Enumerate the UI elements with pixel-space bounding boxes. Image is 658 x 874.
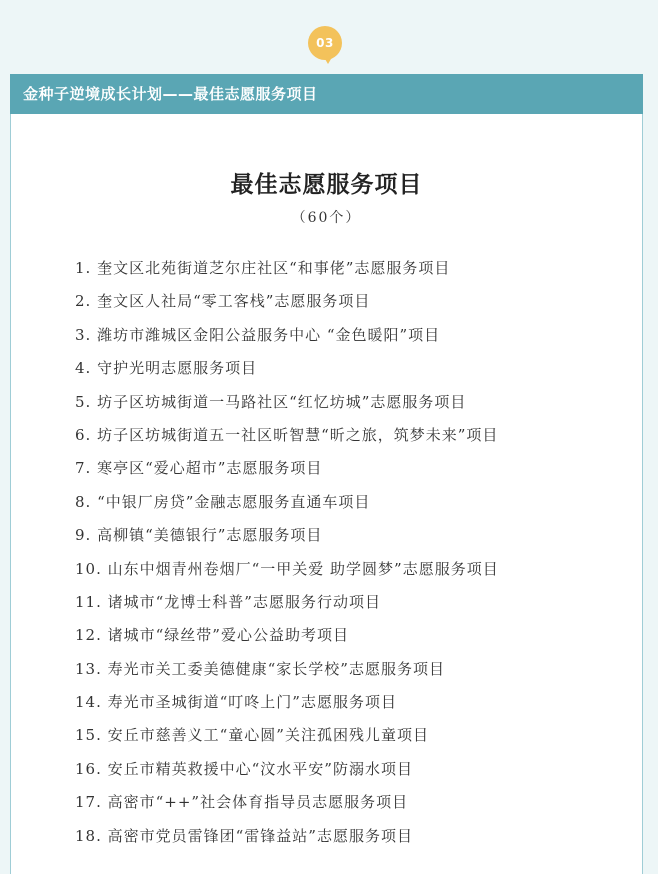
document-count: （60个） [291,210,362,226]
list-item: 6. 坊子区坊城街道五一社区昕智慧“昕之旅，筑梦未来”项目 [75,425,499,444]
list-item: 7. 寒亭区“爱心超市”志愿服务项目 [75,459,323,478]
list-item: 18. 高密市党员雷锋团“雷锋益站”志愿服务项目 [75,826,413,845]
list-item: 3. 潍坊市潍城区金阳公益服务中心 “金色暖阳”项目 [75,325,441,344]
list-item: 10. 山东中烟青州卷烟厂“一甲关爱 助学圆梦”志愿服务项目 [75,559,499,578]
speech-bubble-tail-icon [322,54,334,64]
list-item: 2. 奎文区人社局“零工客栈”志愿服务项目 [75,292,371,311]
list-item: 16. 安丘市精英救援中心“汶水平安”防溺水项目 [75,759,413,778]
list-item: 11. 诸城市“龙博士科普”志愿服务行动项目 [75,592,381,611]
section-number: 03 [308,26,342,60]
list-item: 13. 寿光市关工委美德健康“家长学校”志愿服务项目 [75,659,445,678]
list-item: 15. 安丘市慈善义工“童心圆”关注孤困残儿童项目 [75,726,429,745]
project-list [75,252,499,853]
list-item: 12. 诸城市“绿丝带”爱心公益助考项目 [75,626,349,645]
list-item: 17. 高密市“++”社会体育指导员志愿服务项目 [75,793,409,812]
list-item: 14. 寿光市圣城街道“叮咚上门”志愿服务项目 [75,693,397,712]
list-item: 1. 奎文区北苑街道芝尔庄社区“和事佬”志愿服务项目 [75,259,451,277]
list-item: 9. 高柳镇“美德银行”志愿服务项目 [75,526,323,545]
section-number-badge [308,26,344,66]
document-title: 最佳志愿服务项目 [230,171,423,198]
list-item: 8. “中银厂房贷”金融志愿服务直通车项目 [75,492,371,511]
list-item: 4. 守护光明志愿服务项目 [75,359,258,378]
document-card [10,114,643,874]
list-item: 5. 坊子区坊城街道一马路社区“红忆坊城”志愿服务项目 [75,392,467,411]
section-header: 金种子逆境成长计划——最佳志愿服务项目 [10,74,643,114]
